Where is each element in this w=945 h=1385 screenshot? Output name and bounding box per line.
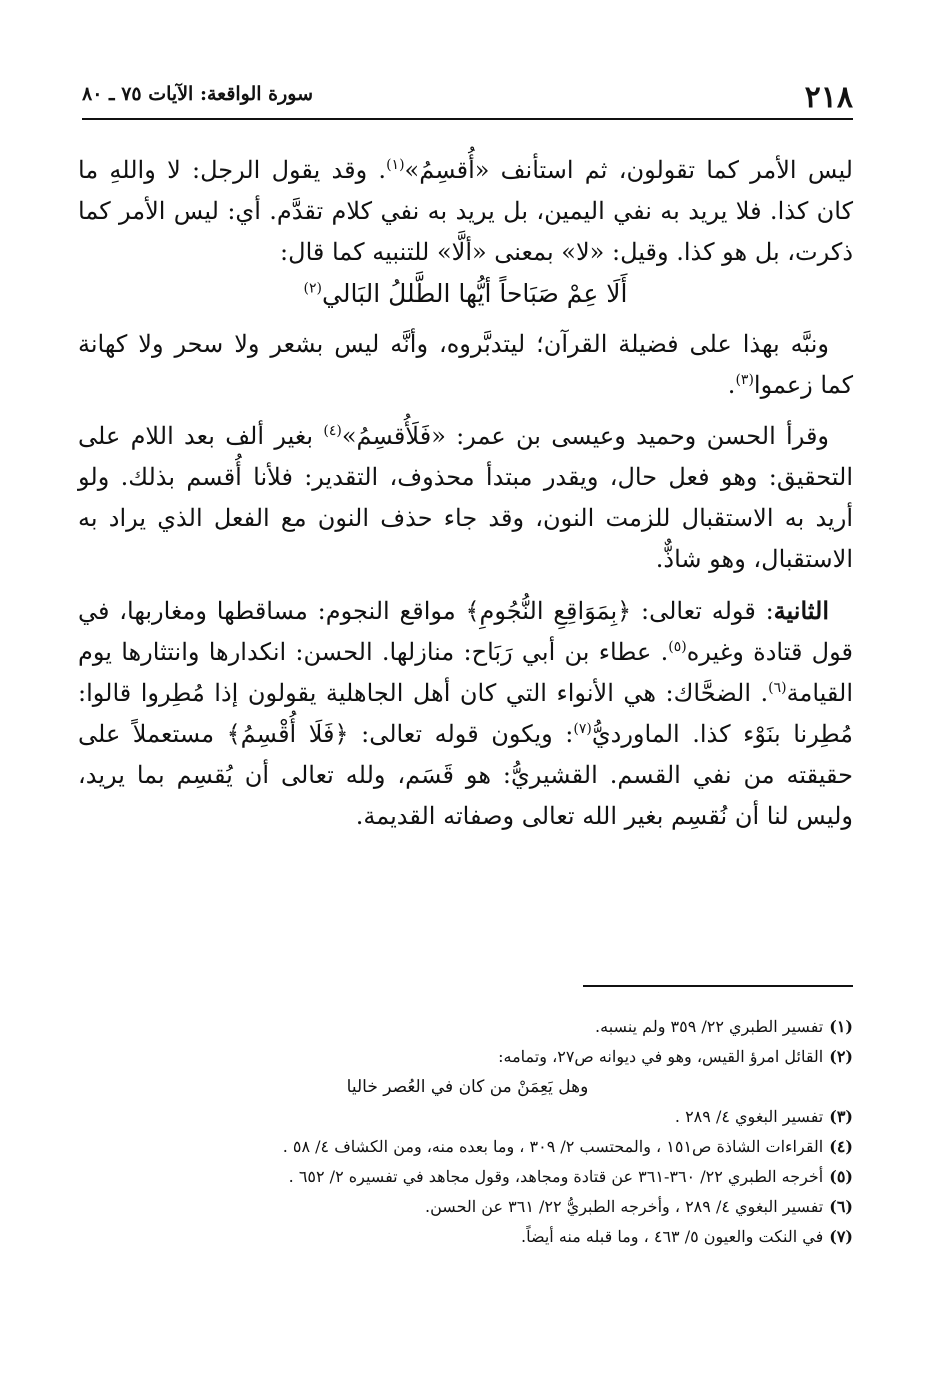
footnote-6 [82, 1192, 853, 1222]
footnote-ref-7: (٧) [573, 721, 592, 737]
footnote-verse-text: وهل يَعِمَنْ من كان في العُصر خاليا [346, 1077, 589, 1097]
paragraph-1-rest: . وقد يقول الرجل: لا واللهِ ما كان كذا. فلا يريد به نفي اليمين، بل يريد به نفي كلام تقدَّم. أي: ليس الأمر كما ذكرت، بل هو كذا. وقيل: «لا» بمعنى «ألَّا» للتنبيه كما قال: [78, 156, 853, 266]
section-lead-second: الثانية [773, 596, 829, 625]
page-header [82, 66, 853, 120]
footnote-number: (٥) [829, 1167, 853, 1186]
paragraph-3 [78, 416, 853, 580]
footnote-number: (٣) [829, 1107, 853, 1126]
paragraph-3-text: وقرأ الحسن وحميد وعيسى بن عمر: «فَلَأُقسِمُ» [341, 422, 830, 450]
footnote-number: (٦) [829, 1197, 853, 1216]
paragraph-4-part-d: : ويكون قوله تعالى: ﴿فَلَا أُقْسِمُ﴾ مستعملاً على حقيقته من نفي القسم. القشيريُّ: هو قَسَم، ولله تعالى أن يُقسِم بما يريد، وليس لنا أن نُقسِم بغير الله تعالى وصفاته القديمة. [78, 720, 853, 830]
footnote-ref-4: (٤) [323, 423, 342, 439]
footnote-ref-2: (٢) [303, 280, 322, 297]
running-title: سورة الواقعة: الآيات ٧٥ ـ ٨٠ [82, 83, 314, 105]
page-number: ٢١٨ [804, 80, 853, 115]
paragraph-2-text: ونبَّه بهذا على فضيلة القرآن؛ ليتدبَّروه، وأنَّه ليس بشعر ولا سحر ولا كهانة كما زعموا [78, 330, 853, 399]
paragraph-4-part-c: . الضحَّاك: هي الأنواء التي كان أهل الجاهلية يقولون إذا مُطِروا قالوا: مُطِرنا بنَوْء كذا. الماورديُّ [78, 679, 853, 748]
paragraph-1 [78, 150, 853, 273]
footnote-ref-5: (٥) [668, 639, 687, 655]
footnote-text: تفسير الطبري ٢٢/ ٣٥٩ ولم ينسبه. [595, 1017, 824, 1036]
footnote-number: (٢) [829, 1047, 853, 1066]
footnote-number: (٤) [829, 1137, 853, 1156]
footnote-text: تفسير البغوي ٤/ ٢٨٩ ، وأخرجه الطبريُّ ٢٢/ ٣٦١ عن الحسن. [425, 1197, 824, 1216]
poetry-verse [78, 273, 853, 314]
paragraph-4-part-b: . عطاء بن أبي رَبَاح: منازلها. الحسن: انكدارها وانتثارها يوم القيامة [78, 638, 853, 707]
footnote-1 [82, 1012, 853, 1042]
footnote-text: القراءات الشاذة ص١٥١ ، والمحتسب ٢/ ٣٠٩ ، وما بعده منه، ومن الكشاف ٤/ ٥٨ . [282, 1137, 824, 1156]
footnote-ref-3: (٣) [735, 372, 754, 388]
footnote-3 [82, 1102, 853, 1132]
footnote-number: (١) [829, 1017, 853, 1036]
footnote-2-verse [82, 1072, 853, 1102]
footnote-ref-6: (٦) [768, 680, 787, 696]
footnotes [82, 1012, 853, 1252]
main-text [78, 150, 853, 837]
footnote-text: القائل امرؤ القيس، وهو في ديوانه ص٢٧، وتمامه: [498, 1047, 824, 1066]
footnote-number: (٧) [829, 1227, 853, 1246]
paragraph-2-end: . [727, 371, 736, 399]
paragraph-4-part-a: : قوله تعالى: ﴿بِمَوَاقِعِ النُّجُومِ﴾ مواقع النجوم: مساقطها ومغاربها، في قول قتادة وغيره [78, 597, 853, 666]
footnote-text: أخرجه الطبري ٢٢/ ٣٦٠-٣٦١ عن قتادة ومجاهد، وقول مجاهد في تفسيره ٢/ ٦٥٢ . [288, 1167, 824, 1186]
footnote-5 [82, 1162, 853, 1192]
paragraph-4 [78, 590, 853, 837]
verse-text: أَلَا عِمْ صَبَاحاً أيُّها الطَّللُ البَالي [322, 279, 628, 308]
footnote-separator [583, 985, 853, 987]
footnote-text: في النكت والعيون ٥/ ٤٦٣ ، وما قبله منه أيضاً. [521, 1227, 824, 1246]
footnote-2 [82, 1042, 853, 1072]
paragraph-1-text: ليس الأمر كما تقولون، ثم استأنف «أُقسِمُ» [404, 156, 853, 184]
paragraph-2 [78, 324, 853, 406]
footnote-ref-1: (١) [386, 157, 405, 173]
footnote-7 [82, 1222, 853, 1252]
footnote-text: تفسير البغوي ٤/ ٢٨٩ . [674, 1107, 824, 1126]
footnote-4 [82, 1132, 853, 1162]
paragraph-3-rest: بغير ألف بعد اللام على التحقيق: وهو فعل حال، ويقدر مبتدأ محذوف، التقدير: فلأنا أُقسم بذلك. ولو أريد به الاستقبال للزمت النون، وقد جاء حذف النون مع الفعل الذي يراد به الاستقبال، وهو شاذٌّ. [78, 422, 853, 573]
